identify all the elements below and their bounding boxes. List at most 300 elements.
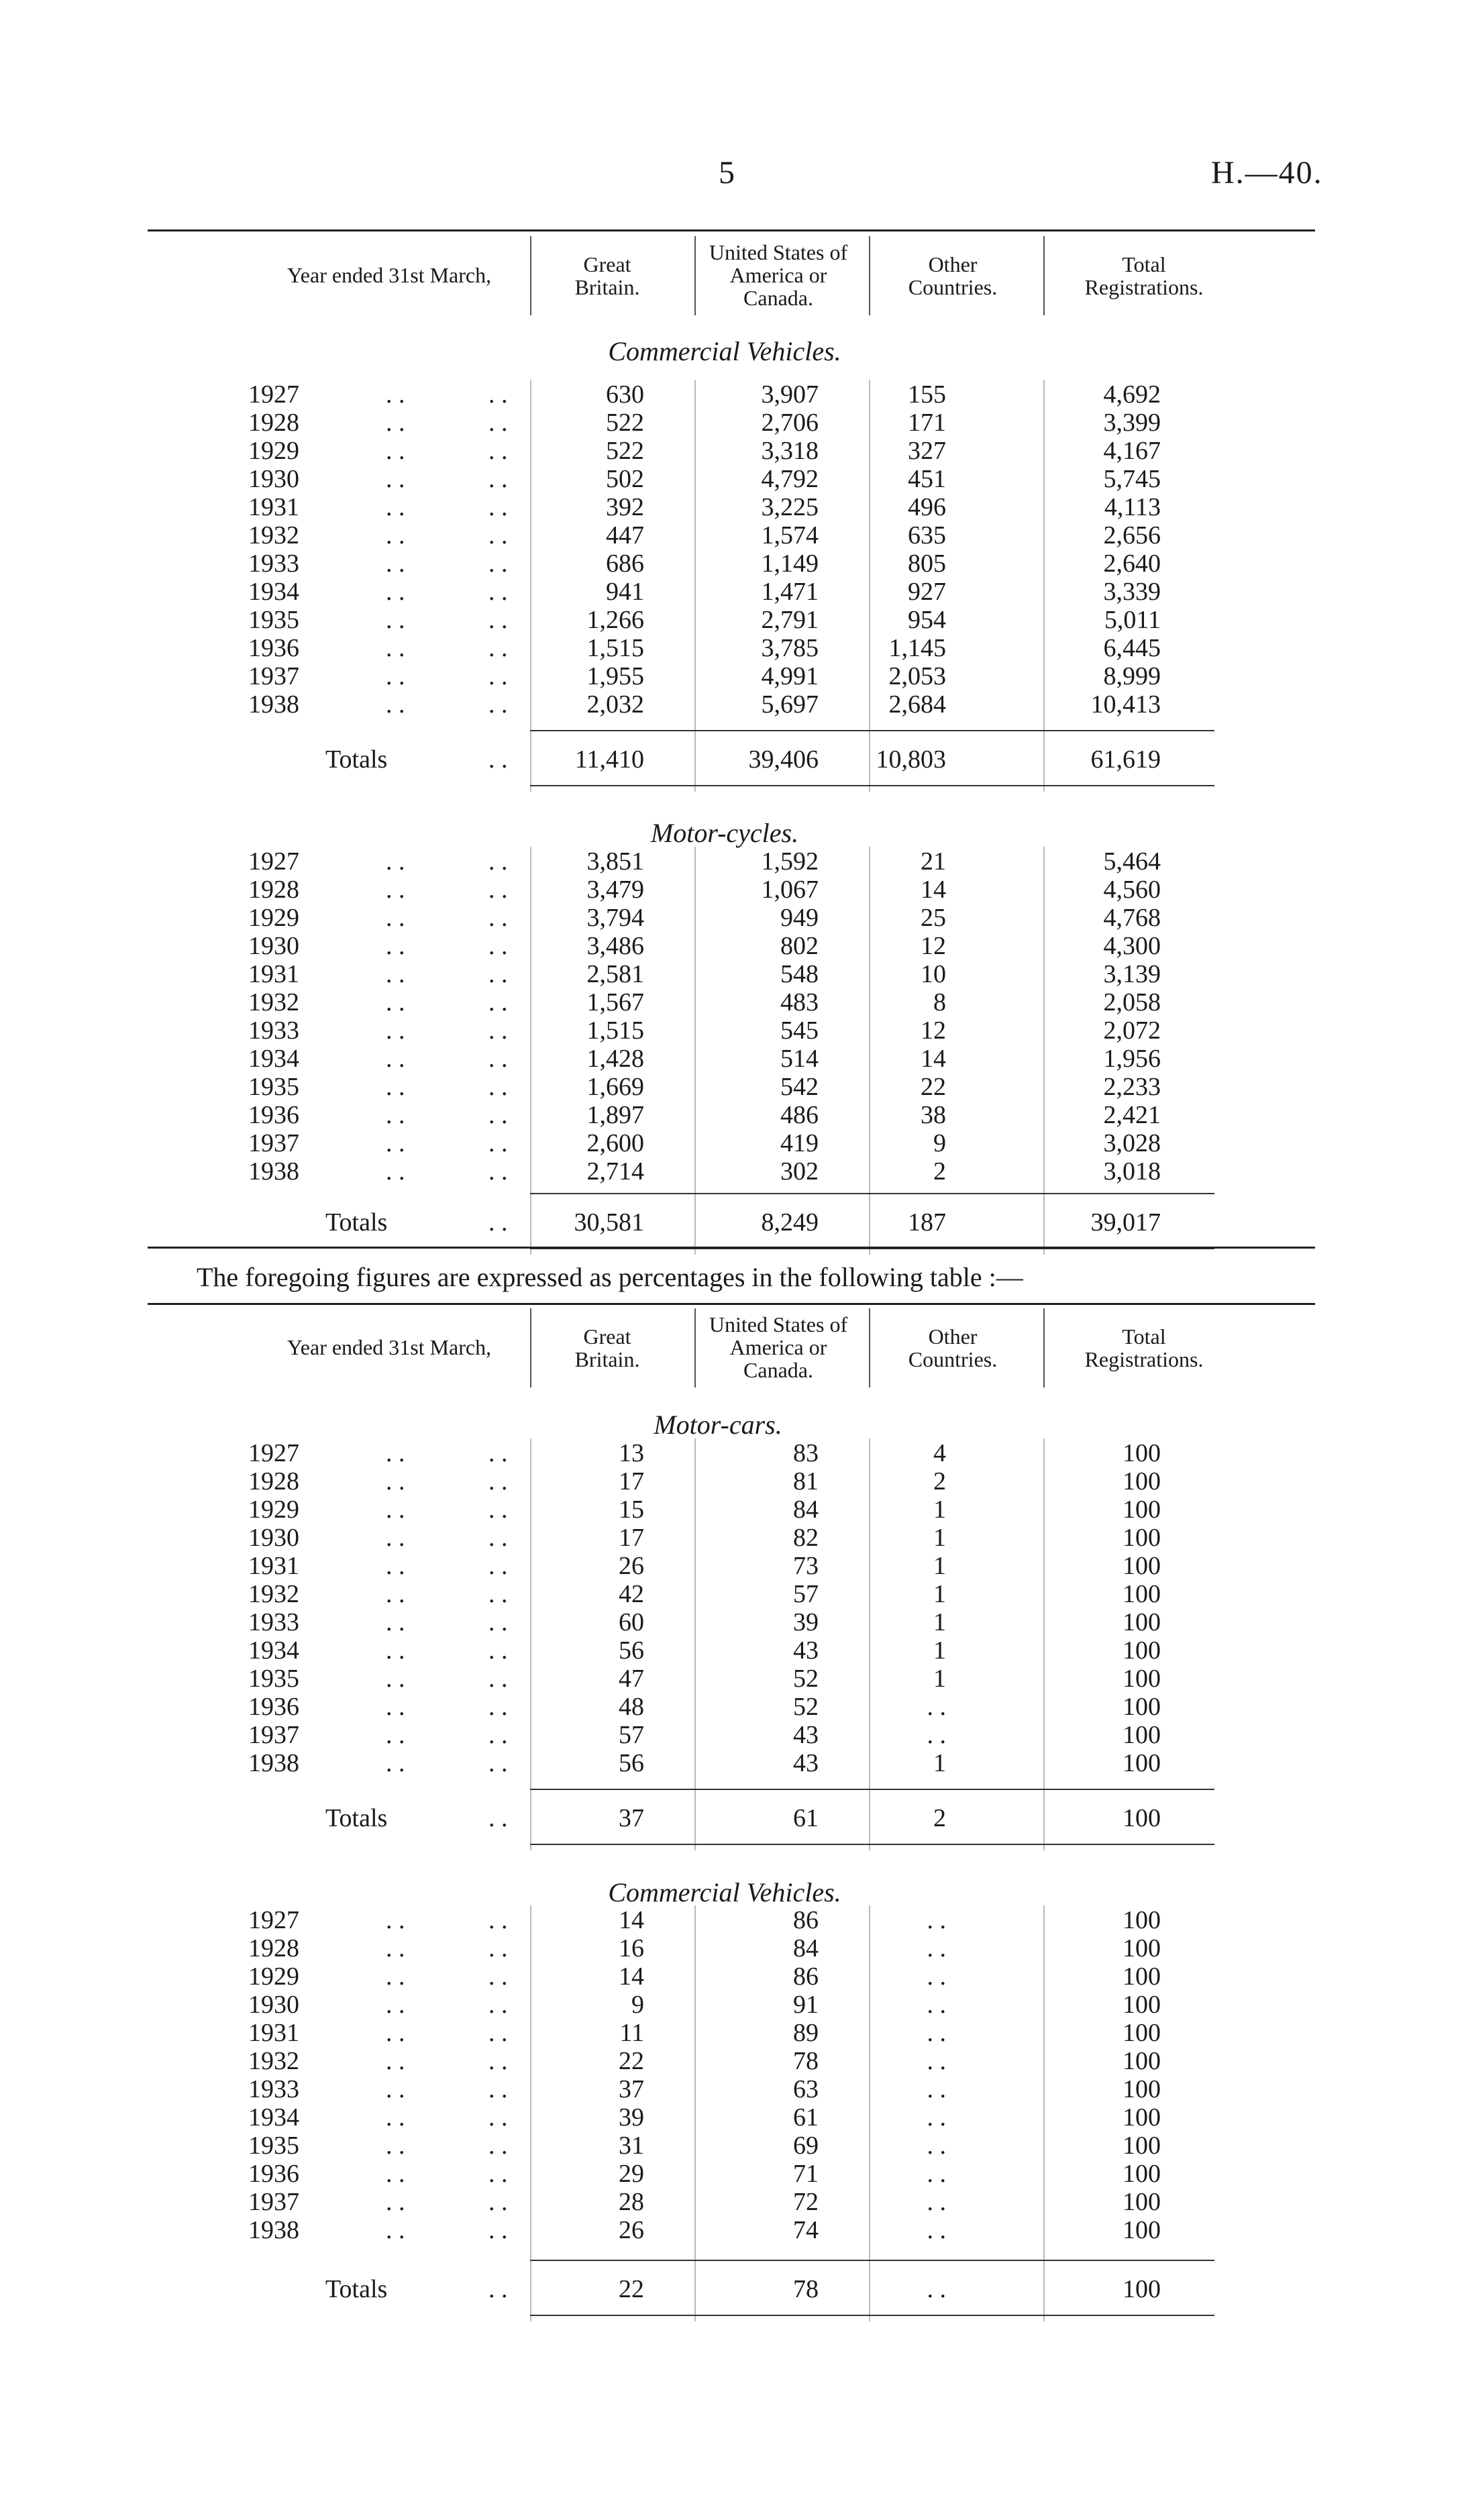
header-column-divider — [1043, 236, 1045, 315]
row-leader-dots: . . — [488, 1157, 508, 1186]
row-other-countries: 14 — [921, 1045, 946, 1073]
row-year: 1938 — [248, 690, 299, 719]
row-leader-dots: . . — [488, 1552, 508, 1580]
row-year: 1928 — [248, 876, 299, 904]
row-year: 1936 — [248, 1101, 299, 1129]
totals-row — [0, 1208, 1458, 1236]
row-leader-dots: . . — [386, 988, 405, 1016]
row-great-britain: 31 — [619, 2132, 644, 2160]
row-usa-canada: 82 — [793, 1524, 819, 1552]
row-usa-canada: 483 — [780, 988, 819, 1016]
header-usa-canada-line: Canada. — [743, 1358, 813, 1382]
row-other-countries: 451 — [908, 465, 946, 493]
table-row — [0, 492, 1458, 521]
table-row — [0, 690, 1458, 718]
row-other-countries: . . — [927, 1934, 946, 1962]
row-leader-dots: . . — [488, 1208, 508, 1237]
row-usa-canada: 91 — [793, 1991, 819, 2019]
row-total: 2,421 — [1103, 1101, 1161, 1129]
row-total: 100 — [1123, 1495, 1161, 1524]
row-total: 100 — [1123, 1439, 1161, 1467]
row-total: 8,999 — [1103, 662, 1161, 690]
row-great-britain: 56 — [619, 1636, 644, 1665]
row-leader-dots: . . — [488, 2216, 508, 2244]
header-column-divider — [694, 236, 696, 315]
row-leader-dots: . . — [386, 662, 405, 690]
row-year: 1935 — [248, 1073, 299, 1101]
totals-bottom-rule — [530, 785, 1214, 786]
row-other-countries: . . — [927, 2132, 946, 2160]
row-leader-dots: . . — [488, 634, 508, 662]
row-year: 1931 — [248, 960, 299, 988]
row-year: 1932 — [248, 988, 299, 1016]
row-year: 1938 — [248, 1749, 299, 1777]
row-usa-canada: 81 — [793, 1467, 819, 1495]
header-usa-canada-line: United States of — [709, 240, 848, 264]
row-year: 1928 — [248, 1467, 299, 1495]
row-year: 1931 — [248, 1552, 299, 1580]
table-row — [0, 464, 1458, 492]
row-year: 1936 — [248, 634, 299, 662]
row-year: 1928 — [248, 1934, 299, 1962]
totals-row — [0, 1803, 1458, 1832]
row-leader-dots: . . — [386, 1495, 405, 1524]
row-leader-dots: . . — [386, 960, 405, 988]
row-leader-dots: . . — [488, 988, 508, 1016]
row-great-britain: 9 — [631, 1991, 644, 2019]
row-total: 100 — [1123, 1693, 1161, 1721]
row-usa-canada: 43 — [793, 1749, 819, 1777]
table-row — [0, 1579, 1458, 1608]
row-leader-dots: . . — [386, 847, 405, 876]
row-leader-dots: . . — [386, 1665, 405, 1693]
row-leader-dots: . . — [386, 1101, 405, 1129]
row-usa-canada: 63 — [793, 2075, 819, 2103]
row-great-britain: 15 — [619, 1495, 644, 1524]
row-leader-dots: . . — [488, 606, 508, 634]
row-leader-dots: . . — [488, 2275, 508, 2303]
row-great-britain: 16 — [619, 1934, 644, 1962]
row-leader-dots: . . — [386, 1721, 405, 1749]
row-other-countries: 8 — [933, 988, 946, 1016]
table-row — [0, 521, 1458, 549]
row-total: 2,233 — [1103, 1073, 1161, 1101]
row-leader-dots: . . — [488, 1016, 508, 1045]
table-row — [0, 847, 1458, 875]
row-leader-dots: . . — [488, 876, 508, 904]
row-other-countries: . . — [927, 1721, 946, 1749]
row-other-countries: 38 — [921, 1101, 946, 1129]
row-great-britain: 17 — [619, 1467, 644, 1495]
row-leader-dots: . . — [488, 578, 508, 606]
row-year: 1938 — [248, 1157, 299, 1186]
row-total: 100 — [1123, 1580, 1161, 1608]
row-leader-dots: . . — [488, 662, 508, 690]
row-other-countries: 22 — [921, 1073, 946, 1101]
table-row — [0, 1551, 1458, 1579]
totals-great-britain: 22 — [619, 2275, 644, 2303]
row-other-countries: 805 — [908, 549, 946, 578]
row-year: 1937 — [248, 662, 299, 690]
header-total-registrations-line: Total — [1122, 252, 1166, 276]
row-year: 1930 — [248, 465, 299, 493]
row-total: 100 — [1123, 1467, 1161, 1495]
row-leader-dots: . . — [488, 960, 508, 988]
row-great-britain: 2,600 — [586, 1129, 644, 1157]
row-other-countries: 2 — [933, 1157, 946, 1186]
row-total: 10,413 — [1090, 690, 1161, 719]
header-other-countries-line: Countries. — [908, 275, 998, 299]
row-usa-canada: 1,574 — [761, 521, 819, 549]
row-usa-canada: 43 — [793, 1636, 819, 1665]
row-leader-dots: . . — [386, 606, 405, 634]
totals-usa-canada: 78 — [793, 2275, 819, 2303]
row-total: 2,058 — [1103, 988, 1161, 1016]
row-year: 1937 — [248, 1721, 299, 1749]
row-great-britain: 11 — [619, 2019, 644, 2047]
row-total: 2,072 — [1103, 1016, 1161, 1045]
row-leader-dots: . . — [386, 1439, 405, 1467]
row-usa-canada: 3,785 — [761, 634, 819, 662]
row-total: 100 — [1123, 2103, 1161, 2132]
totals-top-rule — [530, 1193, 1214, 1194]
row-leader-dots: . . — [386, 1524, 405, 1552]
row-great-britain: 2,032 — [586, 690, 644, 719]
totals-great-britain: 37 — [619, 1804, 644, 1832]
row-great-britain: 26 — [619, 1552, 644, 1580]
row-usa-canada: 949 — [780, 904, 819, 932]
row-usa-canada: 61 — [793, 2103, 819, 2132]
table-row — [0, 959, 1458, 988]
row-leader-dots: . . — [488, 2103, 508, 2132]
row-leader-dots: . . — [386, 634, 405, 662]
totals-other-countries: 2 — [933, 1804, 946, 1832]
row-leader-dots: . . — [386, 1991, 405, 2019]
table-row — [0, 1720, 1458, 1748]
row-leader-dots: . . — [488, 1073, 508, 1101]
row-other-countries: 155 — [908, 380, 946, 409]
row-leader-dots: . . — [386, 1157, 405, 1186]
row-other-countries: 21 — [921, 847, 946, 876]
row-usa-canada: 548 — [780, 960, 819, 988]
row-usa-canada: 89 — [793, 2019, 819, 2047]
row-great-britain: 447 — [606, 521, 644, 549]
header-great-britain-line: Britain. — [574, 1347, 640, 1371]
row-usa-canada: 5,697 — [761, 690, 819, 719]
totals-usa-canada: 61 — [793, 1804, 819, 1832]
totals-other-countries: . . — [927, 2275, 946, 2303]
row-other-countries: 635 — [908, 521, 946, 549]
totals-usa-canada: 39,406 — [748, 745, 819, 774]
row-other-countries: 1 — [933, 1524, 946, 1552]
row-total: 100 — [1123, 1962, 1161, 1991]
header-usa-canada-line: America or — [729, 1335, 827, 1359]
document-reference: H.—40. — [1211, 155, 1323, 191]
row-year: 1934 — [248, 2103, 299, 2132]
row-great-britain: 522 — [606, 409, 644, 437]
table-row — [0, 1905, 1458, 1934]
row-great-britain: 522 — [606, 437, 644, 465]
row-other-countries: 1 — [933, 1636, 946, 1665]
row-leader-dots: . . — [488, 1524, 508, 1552]
row-other-countries: . . — [927, 2216, 946, 2244]
row-other-countries: 496 — [908, 493, 946, 521]
totals-other-countries: 187 — [908, 1208, 946, 1237]
table-row — [0, 1072, 1458, 1100]
row-usa-canada: 302 — [780, 1157, 819, 1186]
row-leader-dots: . . — [488, 2188, 508, 2216]
row-other-countries: 1 — [933, 1749, 946, 1777]
table-row — [0, 903, 1458, 931]
row-great-britain: 1,955 — [586, 662, 644, 690]
totals-top-rule — [530, 2260, 1214, 2261]
row-great-britain: 3,851 — [586, 847, 644, 876]
row-great-britain: 57 — [619, 1721, 644, 1749]
table-row — [0, 1128, 1458, 1157]
row-total: 100 — [1123, 1636, 1161, 1665]
row-great-britain: 1,266 — [586, 606, 644, 634]
row-usa-canada: 3,318 — [761, 437, 819, 465]
row-total: 100 — [1123, 2047, 1161, 2075]
row-leader-dots: . . — [386, 2103, 405, 2132]
row-leader-dots: . . — [488, 1045, 508, 1073]
header-column-divider — [869, 236, 870, 315]
row-usa-canada: 4,792 — [761, 465, 819, 493]
row-leader-dots: . . — [488, 2160, 508, 2188]
row-leader-dots: . . — [386, 1016, 405, 1045]
table-row — [0, 875, 1458, 903]
header-column-divider — [1043, 1308, 1045, 1387]
row-usa-canada: 1,149 — [761, 549, 819, 578]
row-total: 100 — [1123, 1906, 1161, 1934]
table-row — [0, 2187, 1458, 2215]
totals-label: Totals — [325, 1804, 388, 1832]
page-number: 5 — [719, 155, 735, 191]
row-other-countries: 9 — [933, 1129, 946, 1157]
row-year: 1927 — [248, 1906, 299, 1934]
row-leader-dots: . . — [386, 1693, 405, 1721]
row-leader-dots: . . — [386, 1552, 405, 1580]
row-year: 1933 — [248, 2075, 299, 2103]
totals-top-rule — [530, 1789, 1214, 1790]
row-year: 1930 — [248, 1524, 299, 1552]
row-great-britain: 60 — [619, 1608, 644, 1636]
row-total: 4,692 — [1103, 380, 1161, 409]
row-total: 100 — [1123, 2132, 1161, 2160]
row-other-countries: 2,684 — [888, 690, 946, 719]
row-year: 1934 — [248, 1045, 299, 1073]
row-great-britain: 3,794 — [586, 904, 644, 932]
row-year: 1929 — [248, 1962, 299, 1991]
row-usa-canada: 514 — [780, 1045, 819, 1073]
row-great-britain: 686 — [606, 549, 644, 578]
row-great-britain: 392 — [606, 493, 644, 521]
row-year: 1932 — [248, 2047, 299, 2075]
row-year: 1933 — [248, 1608, 299, 1636]
row-year: 1931 — [248, 493, 299, 521]
row-usa-canada: 419 — [780, 1129, 819, 1157]
table2-top-rule — [148, 1303, 1315, 1305]
row-leader-dots: . . — [386, 437, 405, 465]
row-great-britain: 2,714 — [586, 1157, 644, 1186]
row-leader-dots: . . — [488, 932, 508, 960]
row-great-britain: 2,581 — [586, 960, 644, 988]
section-title-commercial: Commercial Vehicles. — [608, 336, 841, 366]
row-usa-canada: 39 — [793, 1608, 819, 1636]
row-great-britain: 48 — [619, 1693, 644, 1721]
row-total: 3,018 — [1103, 1157, 1161, 1186]
header-total-registrations-line: Total — [1122, 1324, 1166, 1349]
row-usa-canada: 3,225 — [761, 493, 819, 521]
row-usa-canada: 86 — [793, 1906, 819, 1934]
row-total: 5,745 — [1103, 465, 1161, 493]
row-leader-dots: . . — [386, 2075, 405, 2103]
row-usa-canada: 1,471 — [761, 578, 819, 606]
row-total: 100 — [1123, 1934, 1161, 1962]
row-other-countries: 2,053 — [888, 662, 946, 690]
row-leader-dots: . . — [386, 465, 405, 493]
column-divider — [1043, 1905, 1045, 2321]
table-row — [0, 662, 1458, 690]
table-row — [0, 436, 1458, 464]
row-leader-dots: . . — [488, 437, 508, 465]
row-great-britain: 1,567 — [586, 988, 644, 1016]
row-total: 100 — [1123, 2188, 1161, 2216]
row-leader-dots: . . — [386, 549, 405, 578]
row-total: 100 — [1123, 2216, 1161, 2244]
row-usa-canada: 73 — [793, 1552, 819, 1580]
header-other-countries-line: Other — [928, 252, 978, 276]
totals-great-britain: 11,410 — [574, 745, 644, 774]
totals-label: Totals — [325, 2275, 388, 2303]
row-year: 1927 — [248, 847, 299, 876]
row-great-britain: 22 — [619, 2047, 644, 2075]
row-total: 100 — [1123, 1608, 1161, 1636]
row-great-britain: 1,428 — [586, 1045, 644, 1073]
totals-total: 100 — [1123, 2275, 1161, 2303]
table-row — [0, 380, 1458, 408]
table-row — [0, 2159, 1458, 2187]
row-other-countries: . . — [927, 1906, 946, 1934]
row-other-countries: 1 — [933, 1552, 946, 1580]
row-usa-canada: 74 — [793, 2216, 819, 2244]
row-year: 1934 — [248, 1636, 299, 1665]
row-total: 3,028 — [1103, 1129, 1161, 1157]
row-other-countries: . . — [927, 2188, 946, 2216]
row-year: 1928 — [248, 409, 299, 437]
row-leader-dots: . . — [386, 1749, 405, 1777]
section-title-commercial-pct: Commercial Vehicles. — [608, 1877, 841, 1907]
header-total-registrations-line: Registrations. — [1084, 1347, 1204, 1371]
row-other-countries: 1 — [933, 1580, 946, 1608]
row-usa-canada: 83 — [793, 1439, 819, 1467]
row-great-britain: 28 — [619, 2188, 644, 2216]
row-year: 1935 — [248, 2132, 299, 2160]
row-leader-dots: . . — [386, 876, 405, 904]
row-usa-canada: 84 — [793, 1934, 819, 1962]
row-year: 1932 — [248, 521, 299, 549]
table-row — [0, 2103, 1458, 2131]
row-leader-dots: . . — [386, 1934, 405, 1962]
table-row — [0, 2215, 1458, 2244]
header-great-britain-line: Britain. — [574, 275, 640, 299]
header-other-countries-line: Countries. — [908, 1347, 998, 1371]
row-total: 4,300 — [1103, 932, 1161, 960]
row-great-britain: 630 — [606, 380, 644, 409]
totals-total: 61,619 — [1090, 745, 1161, 774]
row-leader-dots: . . — [386, 1073, 405, 1101]
row-usa-canada: 71 — [793, 2160, 819, 2188]
row-leader-dots: . . — [386, 690, 405, 719]
row-leader-dots: . . — [386, 1608, 405, 1636]
table-row — [0, 1016, 1458, 1044]
row-leader-dots: . . — [386, 2019, 405, 2047]
row-usa-canada: 545 — [780, 1016, 819, 1045]
row-great-britain: 1,669 — [586, 1073, 644, 1101]
row-leader-dots: . . — [488, 745, 508, 774]
table-row — [0, 1438, 1458, 1467]
row-leader-dots: . . — [488, 690, 508, 719]
section-title-motorcars-pct: Motor-cars. — [654, 1410, 782, 1440]
header-other-countries-line: Other — [928, 1324, 978, 1349]
row-year: 1929 — [248, 904, 299, 932]
row-usa-canada: 486 — [780, 1101, 819, 1129]
row-leader-dots: . . — [488, 1467, 508, 1495]
row-other-countries: . . — [927, 1991, 946, 2019]
totals-bottom-rule — [530, 1844, 1214, 1845]
row-total: 5,464 — [1103, 847, 1161, 876]
totals-total: 100 — [1123, 1804, 1161, 1832]
row-leader-dots: . . — [488, 1991, 508, 2019]
row-year: 1933 — [248, 1016, 299, 1045]
row-year: 1930 — [248, 932, 299, 960]
totals-row — [0, 2274, 1458, 2303]
row-leader-dots: . . — [488, 493, 508, 521]
row-total: 3,139 — [1103, 960, 1161, 988]
column-divider — [869, 1905, 870, 2321]
header-great-britain-line: Great — [583, 1324, 631, 1349]
row-leader-dots: . . — [386, 2047, 405, 2075]
row-total: 4,113 — [1104, 493, 1161, 521]
row-other-countries: 1,145 — [888, 634, 946, 662]
table-row — [0, 1495, 1458, 1523]
row-usa-canada: 57 — [793, 1580, 819, 1608]
row-leader-dots: . . — [386, 2216, 405, 2244]
row-other-countries: . . — [927, 2075, 946, 2103]
row-leader-dots: . . — [386, 2132, 405, 2160]
row-other-countries: . . — [927, 1962, 946, 1991]
row-total: 3,399 — [1103, 409, 1161, 437]
row-total: 100 — [1123, 1524, 1161, 1552]
row-year: 1930 — [248, 1991, 299, 2019]
row-year: 1936 — [248, 1693, 299, 1721]
row-usa-canada: 84 — [793, 1495, 819, 1524]
row-other-countries: 14 — [921, 876, 946, 904]
row-great-britain: 39 — [619, 2103, 644, 2132]
row-leader-dots: . . — [488, 1934, 508, 1962]
header-column-divider — [530, 1308, 531, 1387]
row-year: 1931 — [248, 2019, 299, 2047]
row-year: 1933 — [248, 549, 299, 578]
row-other-countries: 327 — [908, 437, 946, 465]
row-leader-dots: . . — [488, 1665, 508, 1693]
row-leader-dots: . . — [386, 1045, 405, 1073]
row-leader-dots: . . — [386, 904, 405, 932]
table-row — [0, 988, 1458, 1016]
row-total: 5,011 — [1104, 606, 1161, 634]
row-other-countries: 2 — [933, 1467, 946, 1495]
totals-row — [0, 745, 1458, 773]
